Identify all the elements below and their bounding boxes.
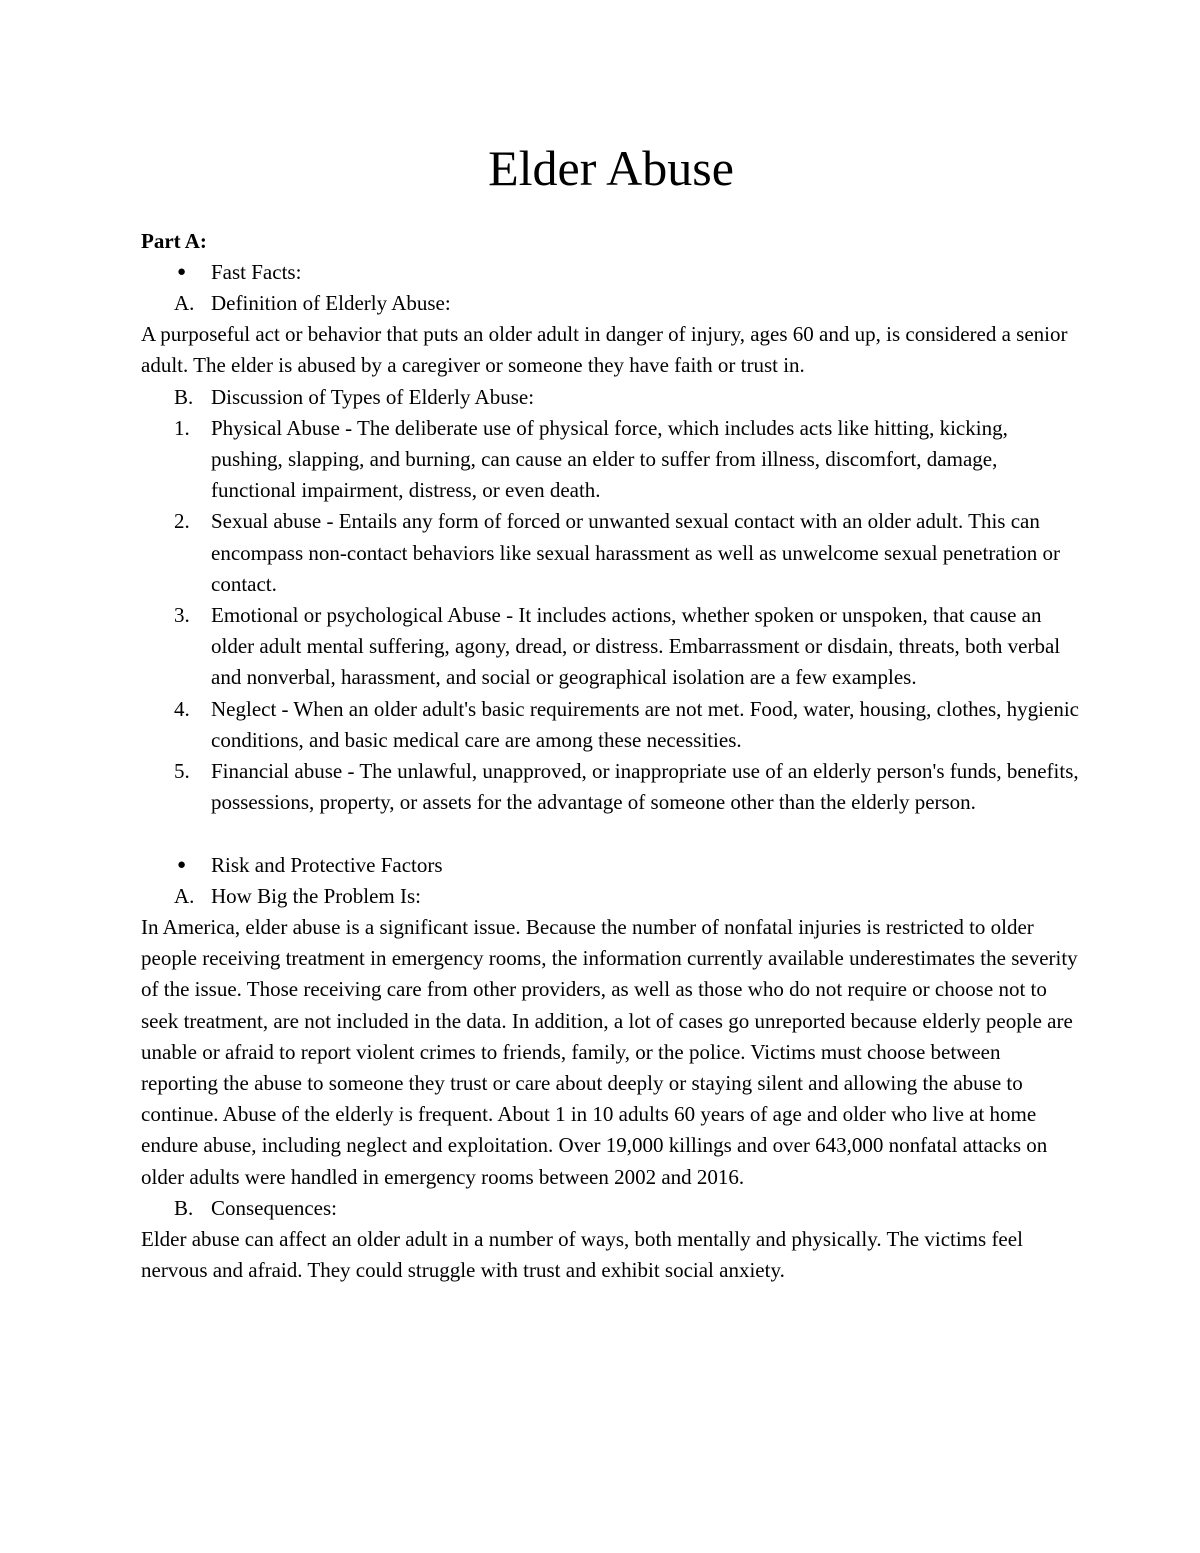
bullet-icon: ● <box>177 856 187 873</box>
fast-facts-label: Fast Facts: <box>211 259 302 284</box>
list-number: 1. <box>174 415 190 440</box>
list-number: 5. <box>174 758 190 783</box>
consequences-marker: B. <box>174 1195 194 1220</box>
blank-line <box>141 818 1081 849</box>
list-item <box>141 694 1081 756</box>
document-page <box>141 140 1081 1286</box>
risk-factors-bullet-item <box>141 850 1081 881</box>
list-number: 2. <box>174 509 190 534</box>
definition-heading-item <box>141 288 1081 319</box>
definition-heading: Definition of Elderly Abuse: <box>211 290 451 315</box>
bullet-icon: ● <box>177 263 187 280</box>
list-item <box>141 600 1081 694</box>
fast-facts-bullet-item <box>141 257 1081 288</box>
problem-heading-item <box>141 881 1081 912</box>
consequences-heading: Consequences: <box>211 1195 337 1220</box>
list-item <box>141 756 1081 818</box>
part-a-heading: Part A: <box>141 228 207 253</box>
list-number: 3. <box>174 602 190 627</box>
definition-paragraph: A purposeful act or behavior that puts an older adult in danger of injury, ages 60 and up, is considered a senior adult. The elder is abused by a caregiver or someone they have faith or trust in. <box>141 322 1068 378</box>
list-number: 4. <box>174 696 190 721</box>
list-item-text: Sexual abuse - Entails any form of forced or unwanted sexual contact with an older adult. This can encompass non-contact behaviors like sexual harassment as well as unwelcome sexual penetration or contact. <box>211 509 1061 596</box>
types-heading-item <box>141 382 1081 413</box>
list-item-text: Neglect - When an older adult's basic requirements are not met. Food, water, housing, clothes, hygienic conditions, and basic medical care are among these necessities. <box>211 696 1079 752</box>
page-title: Elder Abuse <box>488 140 734 196</box>
problem-heading: How Big the Problem Is: <box>211 883 421 908</box>
list-item-text: Physical Abuse - The deliberate use of physical force, which includes acts like hitting, kicking, pushing, slapping, and burning, can cause an elder to suffer from illness, discomfort, damage, functional impairment, distress, or even death. <box>211 415 1008 503</box>
problem-marker: A. <box>174 883 195 908</box>
consequences-heading-item <box>141 1193 1081 1224</box>
types-heading: Discussion of Types of Elderly Abuse: <box>211 384 535 409</box>
types-marker: B. <box>174 384 194 409</box>
abuse-types-list <box>141 413 1081 819</box>
problem-paragraph: In America, elder abuse is a significant issue. Because the number of nonfatal injuries is restricted to older people receiving treatment in emergency rooms, the information currently available underestimates the severity of the issue. Those receiving care from other providers, as well as those who do not require or choose not to seek treatment, are not included in the data. In addition, a lot of cases go unreported because elderly people are unable or afraid to report violent crimes to friends, family, or the police. Victims must choose between reporting the abuse to someone they trust or care about deeply or staying silent and allowing the abuse to continue. Abuse of the elderly is frequent. About 1 in 10 adults 60 years of age and older who live at home endure abuse, including neglect and exploitation. Over 19,000 killings and over 643,000 nonfatal attacks on older adults were handled in emergency rooms between 2002 and 2016. <box>141 914 1078 1189</box>
list-item <box>141 506 1081 600</box>
list-item-text: Emotional or psychological Abuse - It includes actions, whether spoken or unspoken, that cause an older adult mental suffering, agony, dread, or distress. Embarrassment or disdain, threats, both verbal and nonverbal, harassment, and social or geographical isolation are a few examples. <box>211 602 1061 690</box>
risk-factors-label: Risk and Protective Factors <box>211 852 443 877</box>
list-item-text: Financial abuse - The unlawful, unapproved, or inappropriate use of an elderly person's funds, benefits, possessions, property, or assets for the advantage of someone other than the elderly person. <box>211 758 1079 815</box>
definition-marker: A. <box>174 290 195 315</box>
consequences-paragraph: Elder abuse can affect an older adult in a number of ways, both mentally and physically. The victims feel nervous and afraid. They could struggle with trust and exhibit social anxiety. <box>141 1226 1023 1283</box>
list-item <box>141 413 1081 507</box>
